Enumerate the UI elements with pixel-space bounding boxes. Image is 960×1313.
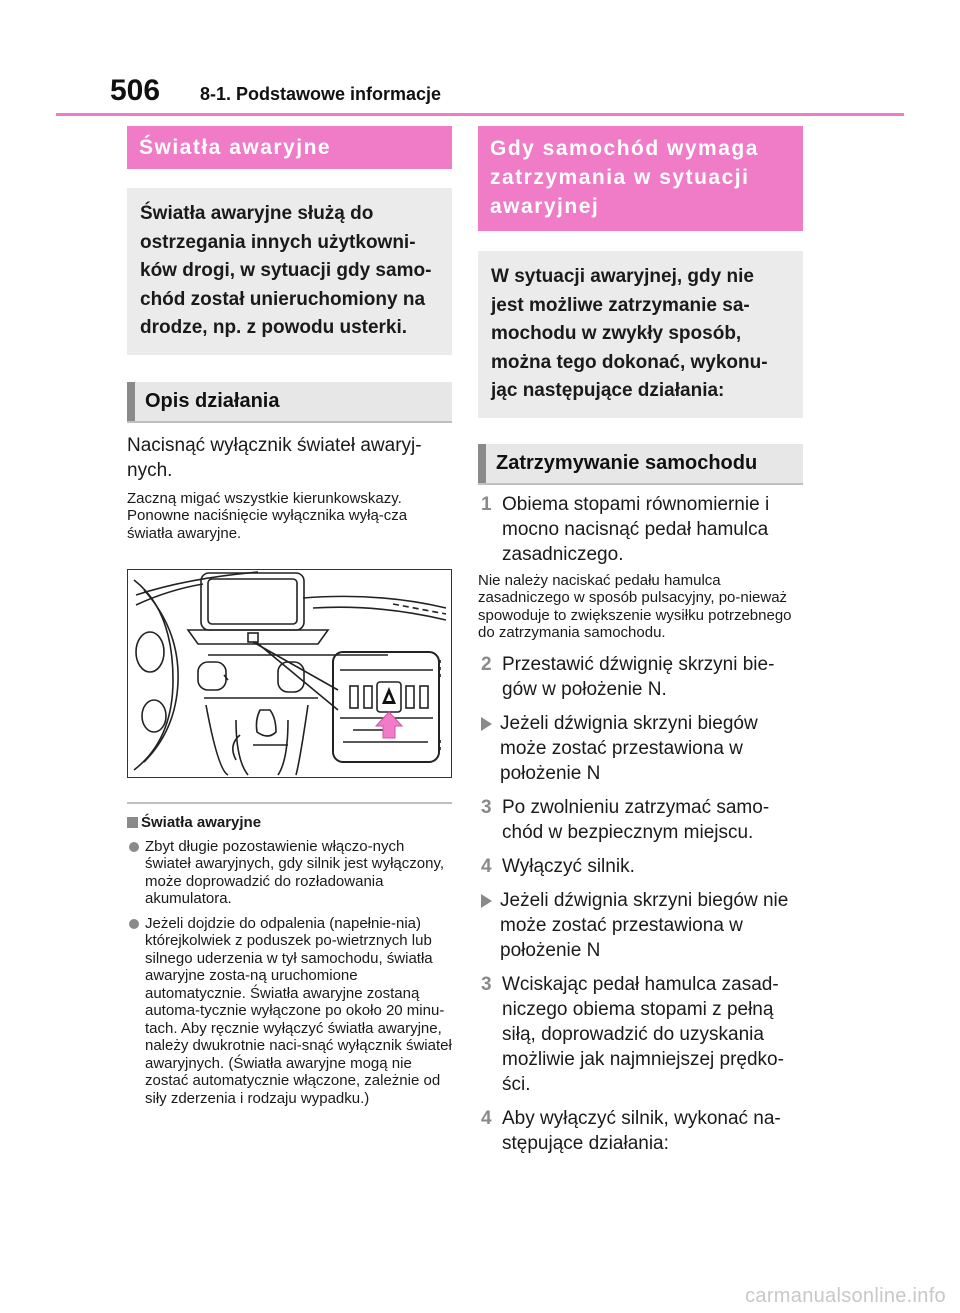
note-text: Zbyt długie pozostawienie włączo-nych świateł awaryjnych, gdy silnik jest wyłączony, może doprowadzić do rozładowania akumulatora. [145,837,444,907]
step-item [478,854,803,879]
step-number: 4 [481,855,492,877]
section-rule [478,483,803,485]
triangle-bullet-icon [478,711,500,786]
step-text: Wciskając pedał hamulca zasad-niczego obiema stopami z pełną siłą, doprowadzić do uzyskania możliwie jak najmniejszej prędko-ści. [502,973,784,1095]
triangle-bullet-icon [478,888,500,963]
step-text: Przestawić dźwignię skrzyni bie-gów w położenie N. [502,653,775,700]
notes-rule [127,802,452,804]
case-item [478,888,803,963]
case-item [478,711,803,786]
round-bullet-icon [129,919,139,929]
header-rule [56,113,904,116]
press-switch-note: Zaczną migać wszystkie kierunkowskazy. Ponowne naciśnięcie wyłącznika wyłą-cza światła awaryjne. [127,489,408,542]
hazard-lights-heading: Światła awaryjne [127,126,452,169]
notes-heading-label: Światła awaryjne [141,813,262,831]
dashboard-illustration [128,570,450,776]
chapter-title: 8-1. Podstawowe informacje [200,84,442,104]
step-item [478,1106,803,1156]
press-arrow-icon [376,712,402,738]
step-number: 2 [481,653,492,675]
step-number: 3 [481,973,492,995]
dashboard-figure [127,569,452,778]
step-text: Obiema stopami równomiernie i mocno nacisnąć pedał hamulca zasadniczego. [502,493,770,565]
step-item [478,972,803,1097]
watermark: carmanualsonline.info [745,1285,946,1307]
press-switch-text: Nacisnąć wyłącznik świateł awaryj-nych. [127,434,422,481]
operation-heading: Opis działania [127,382,452,421]
case-text: Jeżeli dźwignia skrzyni biegów może zostać przestawiona w położenie N [500,712,758,784]
square-bullet-icon [127,817,138,828]
right-column [478,126,803,1156]
page-number: 506 [110,74,161,107]
note-item [127,915,452,1108]
step-note: Nie należy naciskać pedału hamulca zasadniczego w sposób pulsacyjny, po-nieważ spowoduje to zwiększenie wysiłku potrzebnego do zatrzymania samochodu. [478,571,792,641]
note-text: Jeżeli dojdzie do odpalenia (napełnie-nia) którejkolwiek z poduszek po-wietrznych lub silnego uderzenia w tył samochodu, światła awaryjne zosta-ną uruchomione automatycznie. Światła awaryjne zostaną automa-tycznie wyłączone po około 20 minu-tach. Aby ręcznie wyłączyć światła awaryjne, należy dwukrotnie naci-snąć wyłącznik świateł awaryjnych. (Światła awaryjne mogą nie zostać automatycznie włączone, zależnie od siły zderzenia i rodzaju wypadku.) [145,914,452,1107]
emergency-intro-box: W sytuacji awaryjnej, gdy nie jest możliwe zatrzymanie sa-mochodu w zwykły sposób, można tego dokonać, wykonu-jąc następujące działania: [478,251,803,418]
step-item [478,795,803,845]
step-text: Po zwolnieniu zatrzymać samo-chód w bezpiecznym miejscu. [502,796,770,843]
step-item [478,652,803,702]
step-item [478,492,803,567]
section-rule [127,421,452,423]
case-text: Jeżeli dźwignia skrzyni biegów nie może zostać przestawiona w położenie N [500,889,789,961]
step-number: 3 [481,796,492,818]
note-item [127,838,452,908]
step-text: Wyłączyć silnik. [502,855,635,877]
notes-heading [127,814,452,831]
step-text: Aby wyłączyć silnik, wykonać na-stępujące działania: [502,1107,781,1154]
step-number: 4 [481,1107,492,1129]
step-number: 1 [481,493,492,515]
round-bullet-icon [129,842,139,852]
stopping-heading: Zatrzymywanie samochodu [478,444,803,483]
emergency-stop-heading: Gdy samochód wymaga zatrzymania w sytuacji awaryjnej [478,126,803,231]
hazard-intro-box: Światła awaryjne służą do ostrzegania innych użytkowni-ków drogi, w sytuacji gdy samo-chód został unieruchomiony na drodze, np. z powodu usterki. [127,188,452,355]
left-column [127,126,452,1107]
